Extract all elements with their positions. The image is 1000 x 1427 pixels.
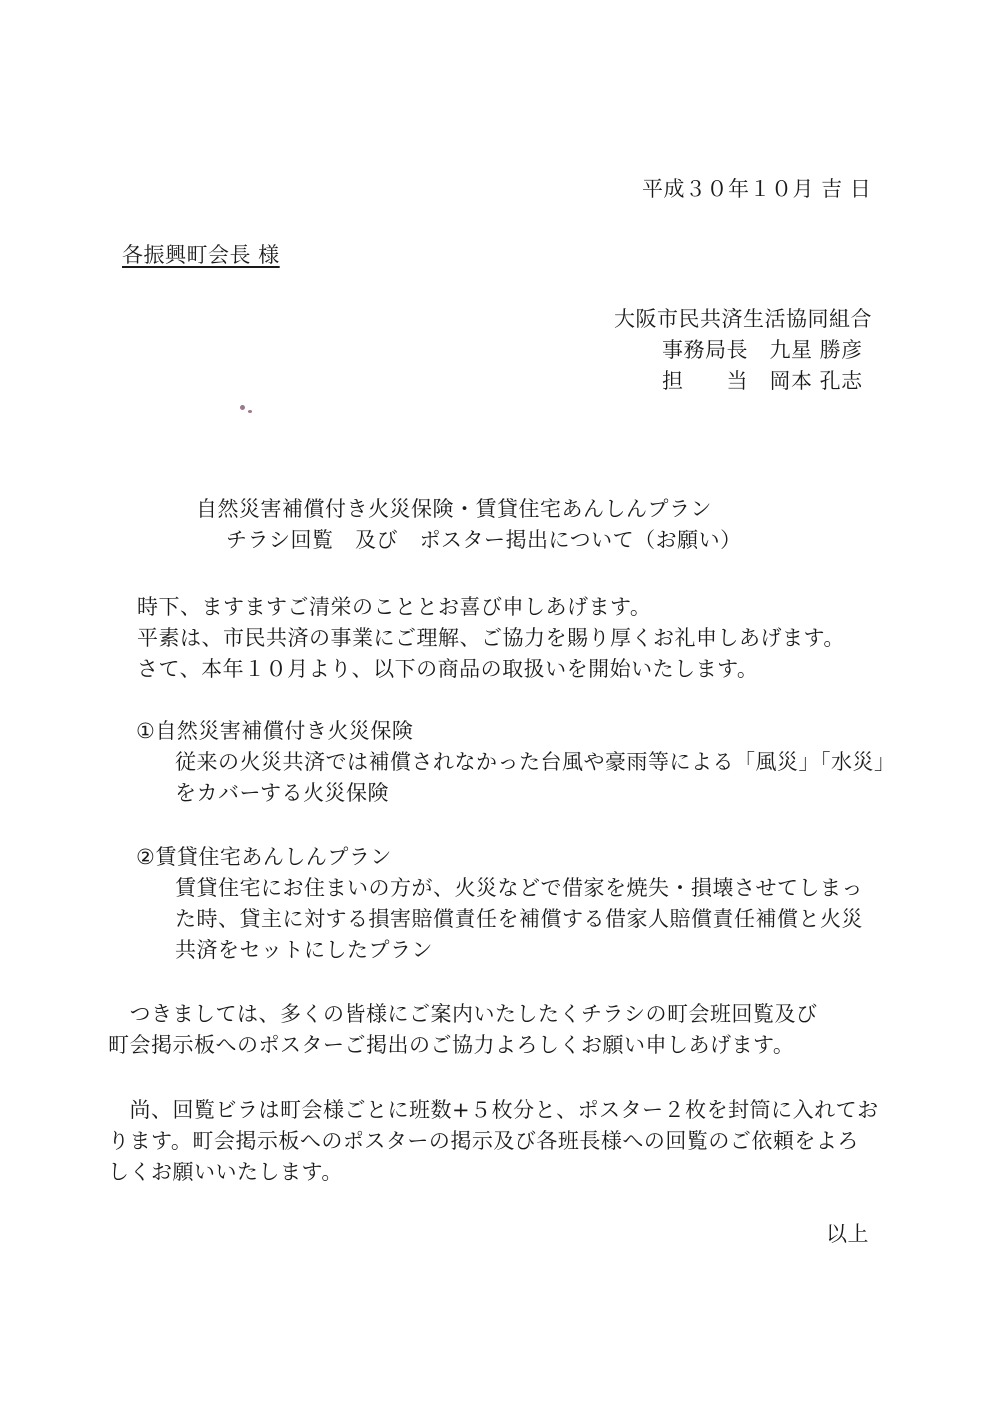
scan-speck	[248, 410, 252, 413]
greeting-line: さて、本年１０月より、以下の商品の取扱いを開始いたします。	[137, 657, 759, 681]
note-line: しくお願いいたします。	[108, 1160, 343, 1184]
greeting-line: 時下、ますますご清栄のこととお喜び申しあげます。	[137, 595, 652, 619]
letter-date: 平成３０年１０月 吉 日	[642, 177, 872, 201]
request-line: 町会掲示板へのポスターご掲出のご協力よろしくお願い申しあげます。	[108, 1033, 795, 1057]
item-1-text: 従来の火災共済では補償されなかった台風や豪雨等による「風災」「水災」	[175, 750, 896, 774]
addressee: 各振興町会長 様	[122, 243, 280, 267]
sender-organization: 大阪市民共済生活協同組合	[614, 307, 872, 331]
item-2-text: 賃貸住宅にお住まいの方が、火災などで借家を焼失・損壊させてしまっ	[175, 876, 863, 900]
item-2-text: た時、貸主に対する損害賠償責任を補償する借家人賠償責任補償と火災	[175, 907, 863, 931]
note-line: ります。町会掲示板へのポスターの掲示及び各班長様への回覧のご依頼をよろ	[108, 1129, 859, 1153]
request-line: つきましては、多くの皆様にご案内いたしたくチラシの町会班回覧及び	[108, 1002, 818, 1026]
item-1-text: をカバーする火災保険	[175, 781, 389, 805]
greeting-line: 平素は、市民共済の事業にご理解、ご協力を賜り厚くお礼申しあげます。	[137, 626, 845, 650]
note-line: 尚、回覧ビラは町会様ごとに班数+５枚分と、ポスター２枚を封筒に入れてお	[108, 1098, 879, 1122]
title-line-2: チラシ回覧 及び ポスター掲出について（お願い）	[226, 528, 742, 552]
title-line-1: 自然災害補償付き火災保険・賃貸住宅あんしんプラン	[196, 497, 712, 521]
sender-director: 事務局長 九星 勝彦	[662, 338, 863, 362]
item-2-heading: ②賃貸住宅あんしんプラン	[136, 845, 392, 869]
item-1-heading: ①自然災害補償付き火災保険	[136, 719, 414, 743]
scan-speck	[240, 405, 245, 410]
sender-contact: 担 当 岡本 孔志	[662, 369, 863, 393]
closing: 以上	[826, 1222, 869, 1246]
item-2-text: 共済をセットにしたプラン	[175, 938, 433, 962]
